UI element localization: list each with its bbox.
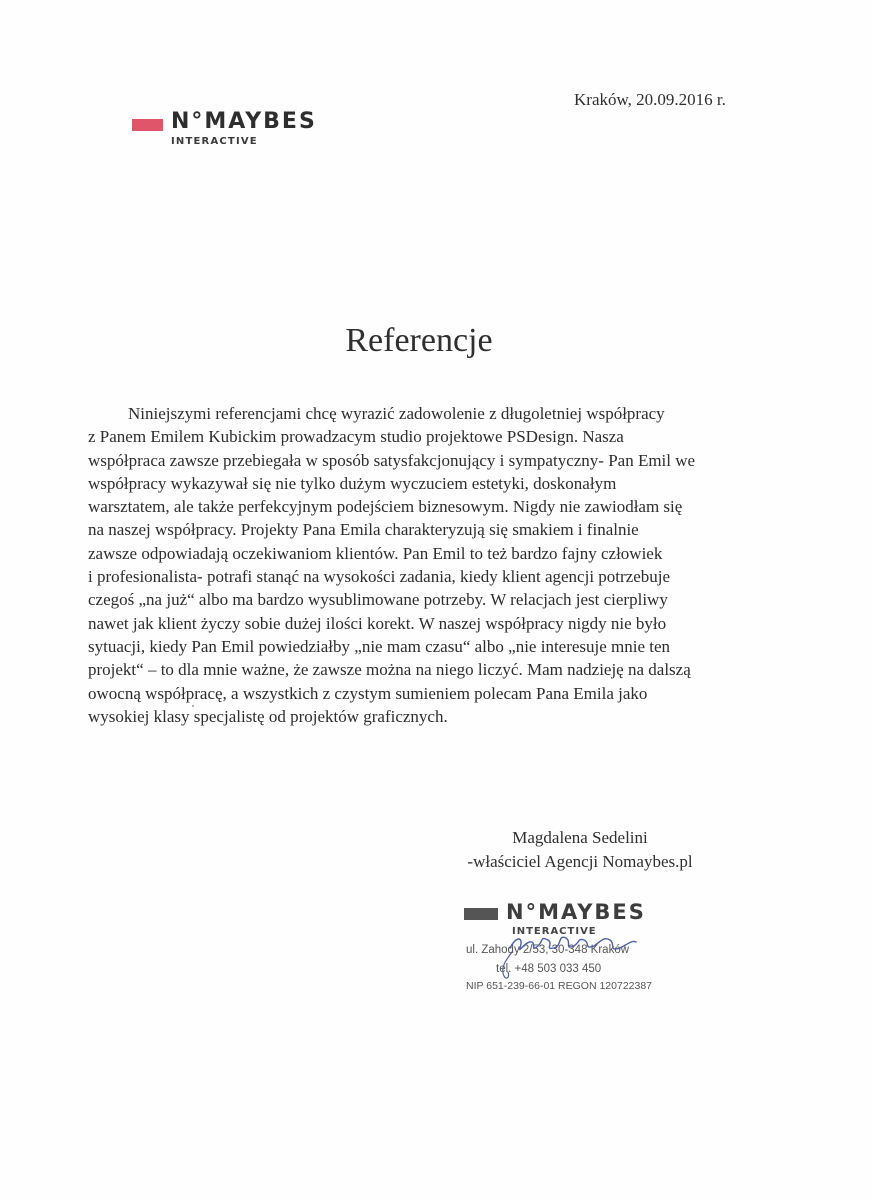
body-line: Niniejszymi referencjami chcę wyrazić zadowolenie z długoletniej współpracy bbox=[128, 404, 665, 423]
body-line: sytuacji, kiedy Pan Emil powiedziałby „nie mam czasu“ albo „nie interesuje mnie ten bbox=[88, 636, 671, 656]
stamp-address: ul. Zahody 2/53, 30-348 Kraków bbox=[466, 944, 630, 956]
signer-role: -właściciel Agencji Nomaybes.pl bbox=[467, 852, 693, 871]
stamp-sub-text: INTERACTIVE bbox=[512, 926, 597, 937]
logo-sub-text: INTERACTIVE bbox=[171, 136, 258, 147]
logo-words bbox=[171, 110, 317, 148]
logo-color-bar bbox=[132, 119, 163, 131]
scan-speck bbox=[192, 705, 194, 707]
body-line: na naszej współpracy. Projekty Pana Emila charakteryzują się smakiem i finalnie bbox=[88, 520, 639, 540]
letter-date: Kraków, 20.09.2016 r. bbox=[574, 90, 726, 109]
stamp-tax-ids: NIP 651-239-66-01 REGON 120722387 bbox=[466, 980, 653, 992]
body-line: z Panem Emilem Kubickim prowadzacym studio projektowe PSDesign. Nasza bbox=[88, 427, 624, 447]
body-line: warsztatem, ale także perfekcyjnym podejściem biznesowym. Nigdy nie zawiodłam się bbox=[88, 497, 683, 517]
stamp-phone: tel. +48 503 033 450 bbox=[496, 963, 602, 975]
letter-body bbox=[88, 402, 788, 728]
company-logo bbox=[132, 110, 317, 148]
stamp-brand-text: N°MAYBES bbox=[506, 900, 646, 924]
body-line: współpracy wykazywał się nie tylko dużym wyczuciem estetyki, doskonałym bbox=[88, 473, 617, 493]
signer-block bbox=[450, 826, 710, 874]
letter-title: Referencje bbox=[345, 322, 493, 359]
handwritten-signature bbox=[480, 918, 640, 988]
body-line: zawsze odpowiadają oczekiwaniom klientów. Pan Emil to też bardzo fajny człowiek bbox=[88, 543, 663, 563]
body-line: i profesionalista- potrafi stanąć na wysokości zadania, kiedy klient agencji potrzebuje bbox=[88, 567, 671, 587]
body-line: wysokiej klasy specjalistę od projektów graficznych. bbox=[88, 706, 448, 726]
body-line: nawet jak klient życzy sobie dużej ilości korekt. W naszej współpracy nigdy nie było bbox=[88, 613, 667, 633]
body-line: współpraca zawsze przebiegała w sposób satysfakcjonujący i sympatyczny- Pan Emil we bbox=[88, 450, 696, 470]
body-line: owocną współpracę, a wszystkich z czystym sumieniem polecam Pana Emila jako bbox=[88, 683, 648, 703]
body-line: czegoś „na już“ albo ma bardzo wysublimowane potrzeby. W relacjach jest cierpliwy bbox=[88, 590, 668, 610]
body-line: projekt“ – to dla mnie ważne, że zawsze można na niego liczyć. Mam nadzieję na dalszą bbox=[88, 660, 691, 680]
logo-brand-text: N°MAYBES bbox=[171, 109, 317, 134]
signer-name: Magdalena Sedelini bbox=[512, 828, 648, 847]
